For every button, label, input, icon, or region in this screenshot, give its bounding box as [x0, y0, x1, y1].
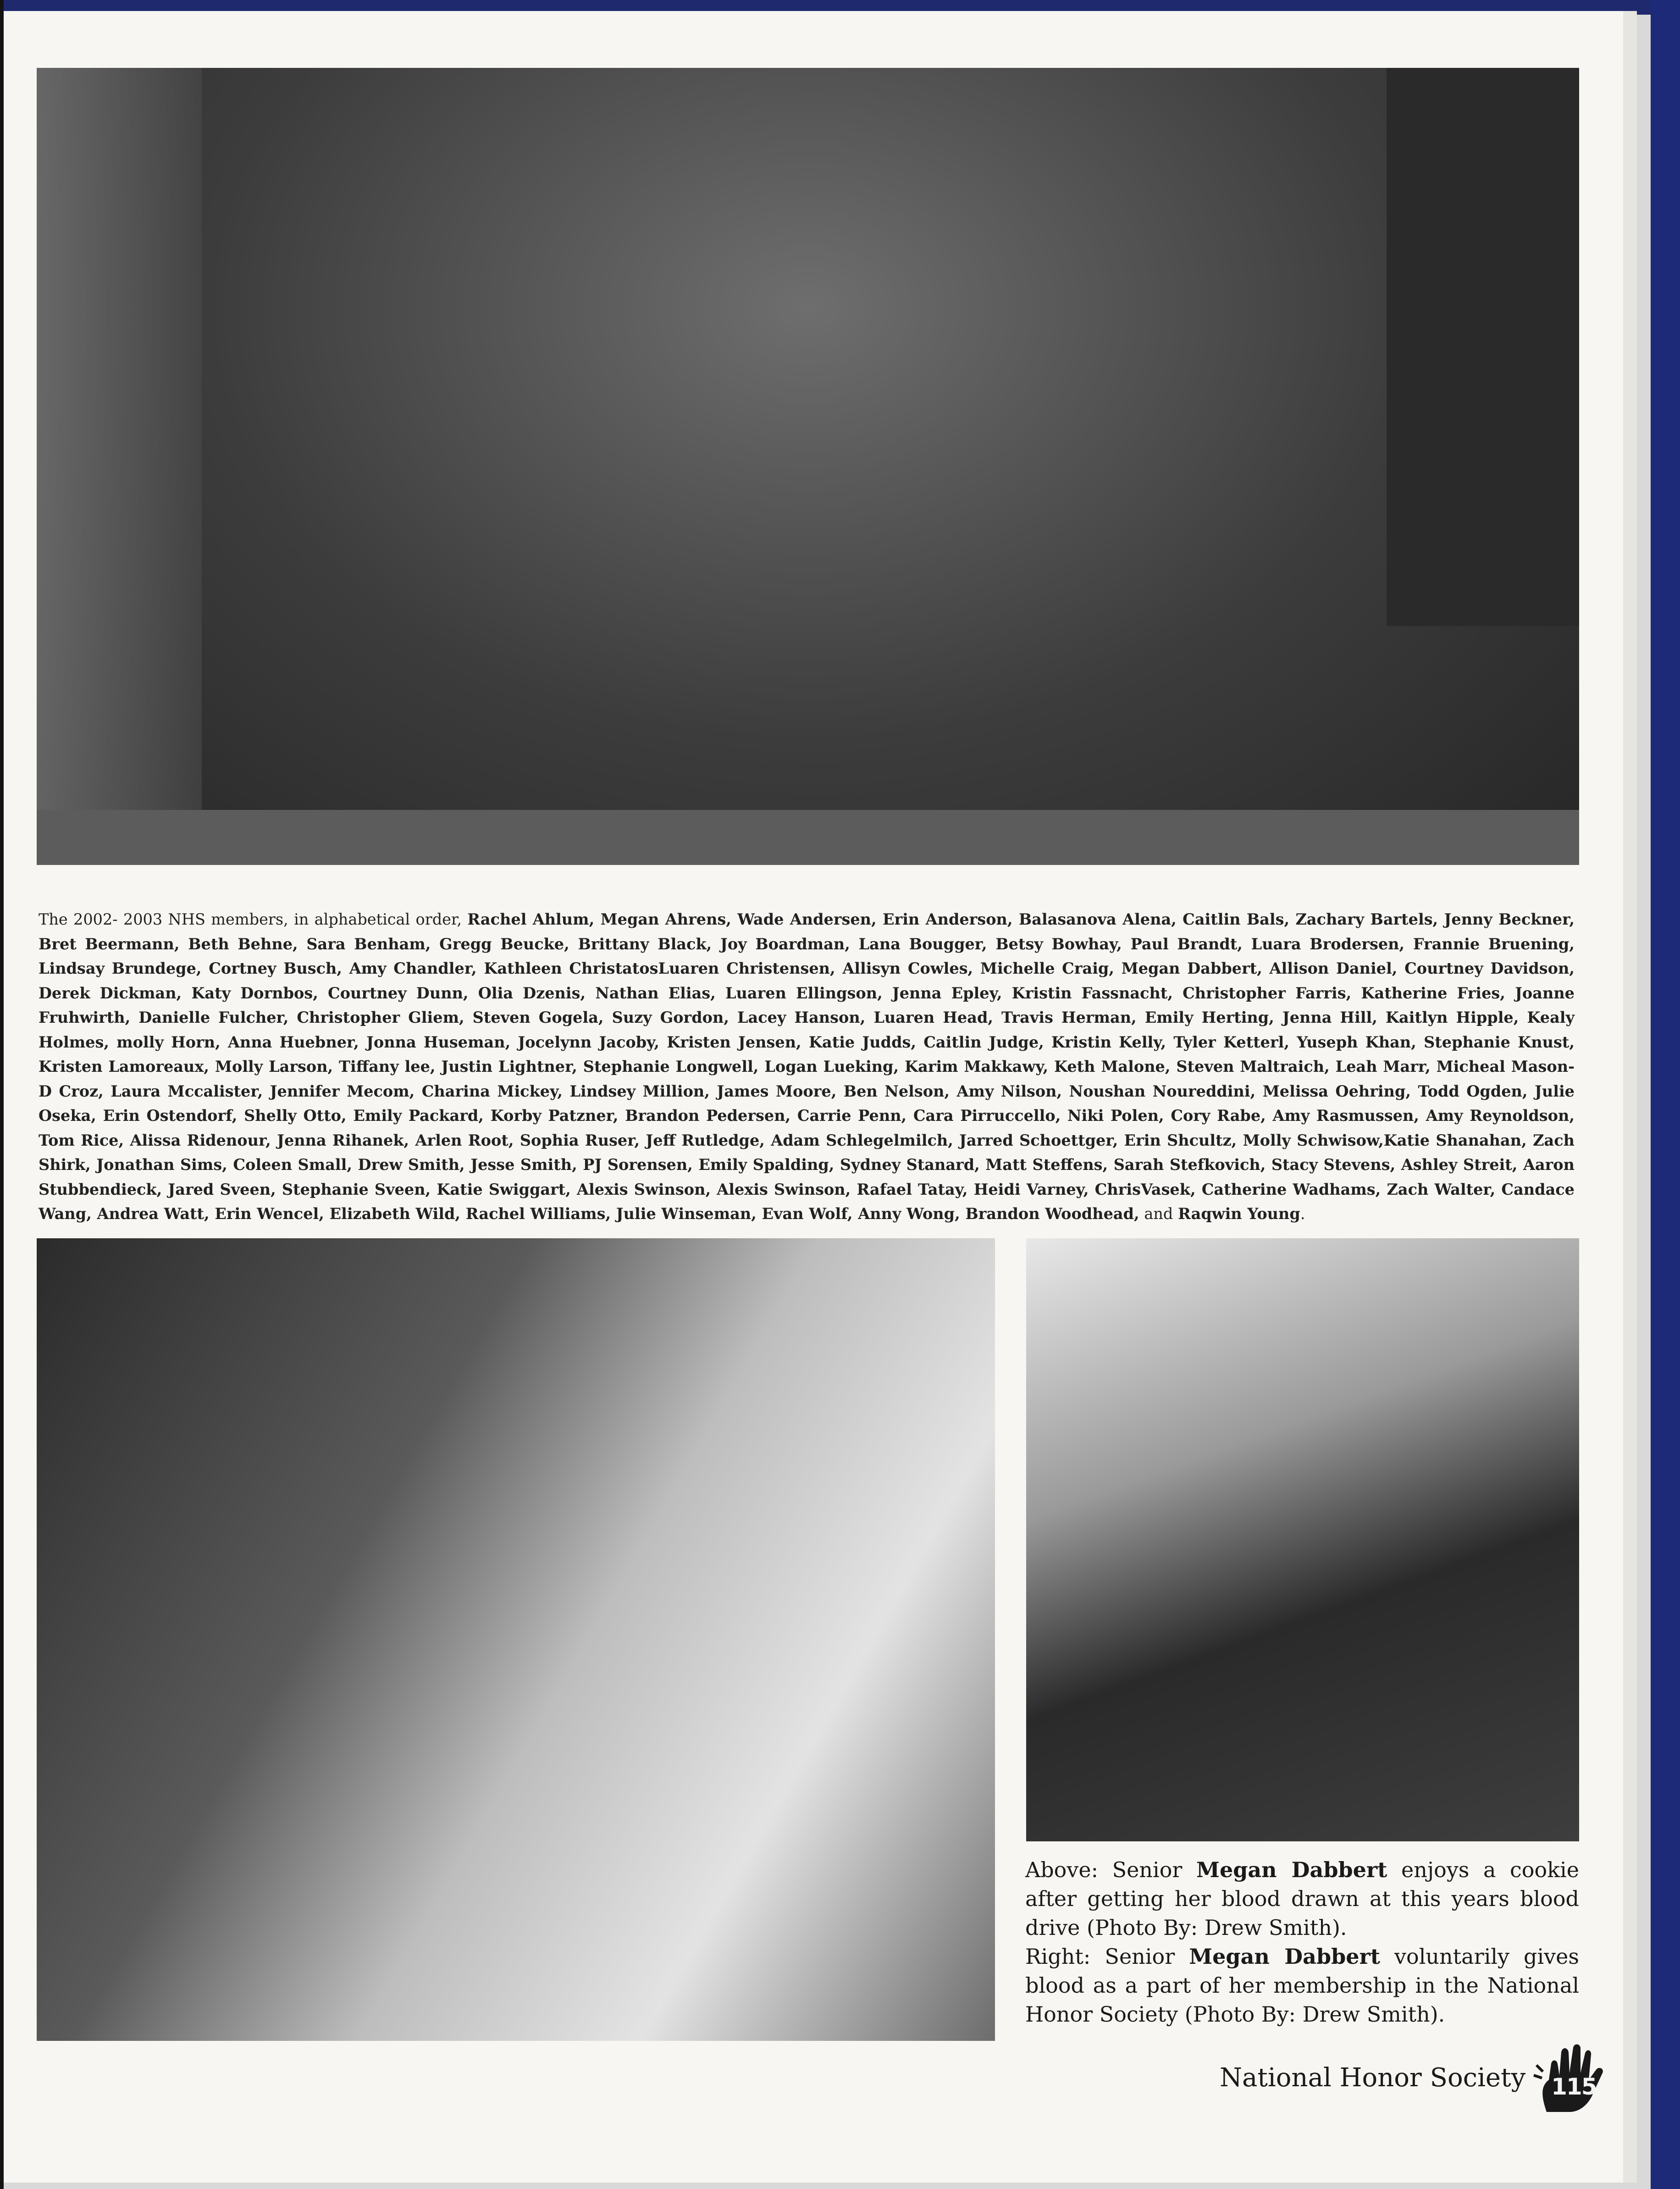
members-caption — [39, 907, 1575, 1226]
scan-border-left — [0, 0, 4, 2189]
group-photo — [37, 68, 1579, 865]
members-end: . — [1300, 1205, 1305, 1223]
cookie-photo — [1026, 1238, 1579, 1841]
caption-above-prefix: Above: Senior — [1025, 1857, 1197, 1882]
handprint-icon — [1533, 2043, 1611, 2112]
caption-above-name: Megan Dabbert — [1196, 1857, 1387, 1882]
bleachers — [37, 68, 202, 865]
caption-right-text: voluntarily gives blood as a part of her membership in the National Honor Society (Photo By: Drew Smith). — [1025, 1944, 1579, 2027]
page-edge — [1623, 11, 1637, 2183]
caption-right — [1025, 1942, 1579, 2029]
blood-draw-photo — [37, 1238, 995, 2041]
gym-floor — [37, 810, 1579, 865]
members-caption-lead: The 2002- 2003 NHS members, in alphabetical order, — [39, 910, 468, 928]
photo-caption — [1025, 1856, 1579, 2029]
scan-border-right — [1651, 0, 1680, 2189]
page-footer — [1220, 2050, 1611, 2105]
caption-above-text: enjoys a cookie after getting her blood drawn at this years blood drive (Photo By: Drew Smith). — [1025, 1857, 1579, 1940]
caption-right-prefix: Right: Senior — [1025, 1944, 1189, 1969]
section-title: National Honor Society — [1220, 2062, 1526, 2093]
caption-right-name: Megan Dabbert — [1189, 1944, 1381, 1969]
page-number: 115 — [1551, 2073, 1597, 2100]
members-last: Raqwin Young — [1178, 1205, 1300, 1223]
gym-wall — [1387, 68, 1579, 626]
caption-above — [1025, 1856, 1579, 1942]
members-list: Rachel Ahlum, Megan Ahrens, Wade Andersen, Erin Anderson, Balasanova Alena, Caitlin Bals, Zachary Bartels, Jenny Beckner, Bret Beermann, Beth Behne, Sara Benham, Gregg Beucke, Brittany Black, Joy Boardman, Lana Bougger, Betsy Bowhay, Paul Brandt, Luara Brodersen, Frannie Bruening, Lindsay Brundege, Cortney Busch, Amy Chandler, Kathleen ChristatosLuaren Christensen, Allisyn Cowles, Michelle Craig, Megan Dabbert, Allison Daniel, Courtney Davidson, Derek Dickman, Katy Dornbos, Courtney Dunn, Olia Dzenis, Nathan Elias, Luaren Ellingson, Jenna Epley, Kristin Fassnacht, Christopher Farris, Katherine Fries, Joanne Fruhwirth, Danielle Fulcher, Christopher Gliem, Steven Gogela, Suzy Gordon, Lacey Hanson, Luaren Head, Travis Herman, Emily Herting, Jenna Hill, Kaitlyn Hipple, Kealy Holmes, molly Horn, Anna Huebner, Jonna Huseman, Jocelynn Jacoby, Kristen Jensen, Katie Judds, Caitlin Judge, Kristin Kelly, Tyler Ketterl, Yuseph Khan, Stephanie Knust, Kristen Lamoreaux, Molly Larson, Tiffany lee, Justin Lightner, Stephanie Longwell, Logan Lueking, Karim Makkawy, Keth Malone, Steven Maltraich, Leah Marr, Micheal Mason-D Croz, Laura Mccalister, Jennifer Mecom, Charina Mickey, Lindsey Million, James Moore, Ben Nelson, Amy Nilson, Noushan Noureddini, Melissa Oehring, Todd Ogden, Julie Oseka, Erin Ostendorf, Shelly Otto, Emily Packard, Korby Patzner, Brandon Pedersen, Carrie Penn, Cara Pirruccello, Niki Polen, Cory Rabe, Amy Rasmussen, Amy Reynoldson, Tom Rice, Alissa Ridenour, Jenna Rihanek, Arlen Root, Sophia Ruser, Jeff Rutledge, Adam Schlegelmilch, Jarred Schoettger, Erin Shcultz, Molly Schwisow,Katie Shanahan, Zach Shirk, Jonathan Sims, Coleen Small, Drew Smith, Jesse Smith, PJ Sorensen, Emily Spalding, Sydney Stanard, Matt Steffens, Sarah Stefkovich, Stacy Stevens, Ashley Streit, Aaron Stubbendieck, Jared Sveen, Stephanie Sveen, Katie Swiggart, Alexis Swinson, Alexis Swinson, Rafael Tatay, Heidi Varney, ChrisVasek, Catherine Wadhams, Zach Walter, Candace Wang, Andrea Watt, Erin Wencel, Elizabeth Wild, Rachel Williams, Julie Winseman, Evan Wolf, Anny Wong, Brandon Woodhead, — [39, 910, 1575, 1223]
members-and: and — [1139, 1205, 1178, 1223]
